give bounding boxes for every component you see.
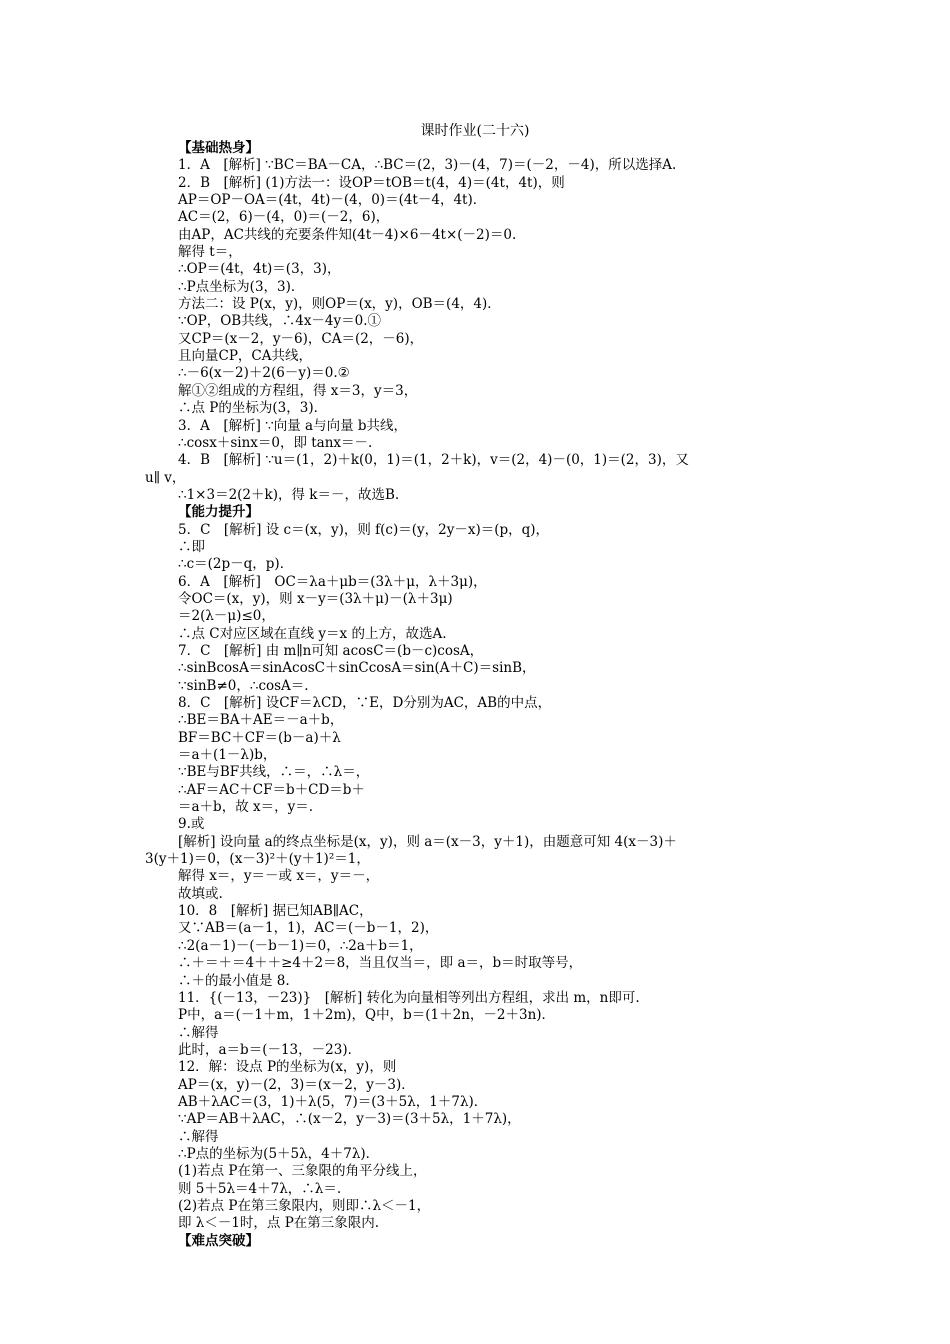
- text-line: ∴点 C对应区域在直线 y＝x 的上方，故选A.: [178, 625, 447, 642]
- text-line: ∴2(a－1)－(－b－1)＝0，∴2a＋b＝1，: [178, 937, 423, 954]
- text-line: 又CP＝(x－2，y－6)，CA＝(2，－6)，: [178, 330, 424, 347]
- text-line: ∴解得: [178, 1128, 219, 1145]
- text-line: AB＋λAC＝(3，1)＋λ(5，7)＝(3＋5λ，1＋7λ)．: [178, 1093, 488, 1110]
- text-line: ∴cosx＋sinx＝0，即 tanx＝－.: [178, 434, 373, 451]
- text-line: 1．A [解析] ∵BC＝BA－CA，∴BC＝(2，3)－(4，7)＝(－2，－4)，所以选择A.: [178, 157, 677, 174]
- answer-body: [145, 140, 818, 1250]
- text-line: 8．C [解析] 设CF＝λCD，∵E，D分别为AC，AB的中点，: [178, 695, 552, 711]
- text-line: 3．A [解析] ∵向量 a与向量 b共线，: [178, 417, 408, 434]
- text-line: ∴＋＝＋＝4＋＋≥4＋2＝8，当且仅当＝，即 a＝，b＝时取等号，: [178, 955, 583, 972]
- text-line: 又∵AB＝(a－1，1)，AC＝(－b－1，2)，: [178, 920, 439, 937]
- text-line: ∴BE＝BA＋AE＝－a＋b，: [178, 712, 344, 729]
- text-line: 此时，a＝b＝(－13，－23)．: [178, 1041, 362, 1058]
- text-line: ＝a＋b，故 x＝，y＝.: [178, 799, 314, 816]
- text-line: 9.或: [178, 816, 205, 833]
- text-line: ∴解得: [178, 1024, 219, 1041]
- text-line: [解析] 设向量 a的终点坐标是(x，y)，则 a＝(x－3，y＋1)，由题意可知 4(x－3)＋: [178, 833, 677, 850]
- section-heading: 【难点突破】: [178, 1232, 259, 1249]
- text-line: 方法二：设 P(x，y)，则OP＝(x，y)，OB＝(4，4)．: [178, 296, 501, 313]
- text-line: 且向量CP，CA共线，: [178, 348, 312, 365]
- text-line: ∴OP＝(4t，4t)＝(3，3)，: [178, 261, 341, 278]
- text-line: 11．{(－13，－23)} [解析] 转化为向量相等列出方程组，求出 m，n即可.: [178, 989, 640, 1006]
- text-line: (1)若点 P在第一、三象限的角平分线上，: [178, 1163, 427, 1180]
- text-line: ∵BE与BF共线，∴＝，∴λ＝，: [178, 764, 370, 781]
- text-line: 解①②组成的方程组，得 x＝3，y＝3，: [178, 382, 418, 399]
- text-line: 3(y＋1)＝0，(x－3)²＋(y＋1)²＝1，: [145, 851, 370, 868]
- text-line: P中，a＝(－1＋m，1＋2m)，Q中，b＝(1＋2n，－2＋3n)．: [178, 1007, 556, 1024]
- text-line: 4．B [解析] ∵u＝(1，2)＋k(0，1)＝(1，2＋k)，v＝(2，4)－(0，1)＝(2，3)，又: [178, 452, 689, 469]
- text-line: 则 5＋5λ＝4＋7λ，∴λ＝.: [178, 1180, 342, 1197]
- text-line: ∴＋的最小值是 8.: [178, 972, 290, 989]
- text-line: ∴P点的坐标为(5＋5λ，4＋7λ)．: [178, 1145, 380, 1162]
- page-title: 课时作业(二十六): [420, 123, 530, 139]
- text-line: 6．A [解析] OC＝λa＋μb＝(3λ＋μ，λ＋3μ)，: [178, 573, 487, 590]
- text-line: ∵sinB≠0，∴cosA＝.: [178, 677, 309, 694]
- text-line: 2．B [解析] (1)方法一：设OP＝tOB＝t(4，4)＝(4t，4t)，则: [178, 174, 565, 191]
- text-line: ∴AF＝AC＋CF＝b＋CD＝b＋: [178, 781, 365, 798]
- section-heading: 【能力提升】: [178, 504, 259, 521]
- text-line: 解得 x＝，y＝－或 x＝，y＝－，: [178, 868, 380, 885]
- text-line: 5．C [解析] 设 c＝(x，y)，则 f(c)＝(y，2y－x)＝(p，q)，: [178, 521, 550, 538]
- text-line: (2)若点 P在第三象限内，则即∴λ＜－1，: [178, 1197, 431, 1214]
- text-line: AP＝OP－OA＝(4t，4t)－(4，0)＝(4t－4，4t)．: [178, 192, 487, 209]
- text-line: BF＝BC＋CF＝(b－a)＋λ: [178, 729, 341, 746]
- text-line: ∴即: [178, 538, 205, 555]
- text-line: ∴点 P的坐标为(3，3)．: [178, 400, 328, 417]
- text-line: ∴P点坐标为(3，3)．: [178, 278, 305, 295]
- text-line: u∥ v，: [145, 469, 186, 486]
- text-line: ∵OP，OB共线，∴4x－4y＝0.①: [178, 313, 382, 330]
- text-line: ＝2(λ－μ)≤0，: [178, 608, 275, 625]
- text-line: AC＝(2，6)－(4，0)＝(－2，6)，: [178, 209, 390, 226]
- text-line: ∴1×3＝2(2＋k)，得 k＝－，故选B.: [178, 486, 400, 503]
- text-line: AP＝(x，y)－(2，3)＝(x－2，y－3)．: [178, 1076, 415, 1093]
- text-line: 10．8 [解析] 据已知AB∥AC，: [178, 903, 373, 920]
- section-heading: 【基础热身】: [178, 140, 259, 156]
- text-line: ＝a＋(1－λ)b，: [178, 747, 277, 764]
- text-line: 由AP，AC共线的充要条件知(4t－4)×6－4t×(－2)＝0.: [178, 226, 517, 243]
- text-line: 即 λ＜－1时，点 P在第三象限内.: [178, 1215, 380, 1232]
- text-line: 解得 t＝，: [178, 244, 242, 261]
- text-line: 令OC＝(x，y)，则 x－y＝(3λ＋μ)－(λ＋3μ): [178, 590, 453, 607]
- text-line: 故填或.: [178, 885, 223, 902]
- text-line: ∴c＝(2p－q，p)．: [178, 556, 294, 573]
- text-line: 12．解：设点 P的坐标为(x，y)，则: [178, 1059, 397, 1076]
- text-line: ∴－6(x－2)＋2(6－y)＝0.②: [178, 365, 350, 382]
- text-line: ∴sinBcosA＝sinAcosC＋sinCcosA＝sin(A＋C)＝sinB，: [178, 660, 536, 677]
- text-line: 7．C [解析] 由 m∥n可知 acosC＝(b－c)cosA，: [178, 642, 484, 659]
- text-line: ∵AP＝AB＋λAC，∴(x－2，y－3)＝(3＋5λ，1＋7λ)，: [178, 1111, 521, 1128]
